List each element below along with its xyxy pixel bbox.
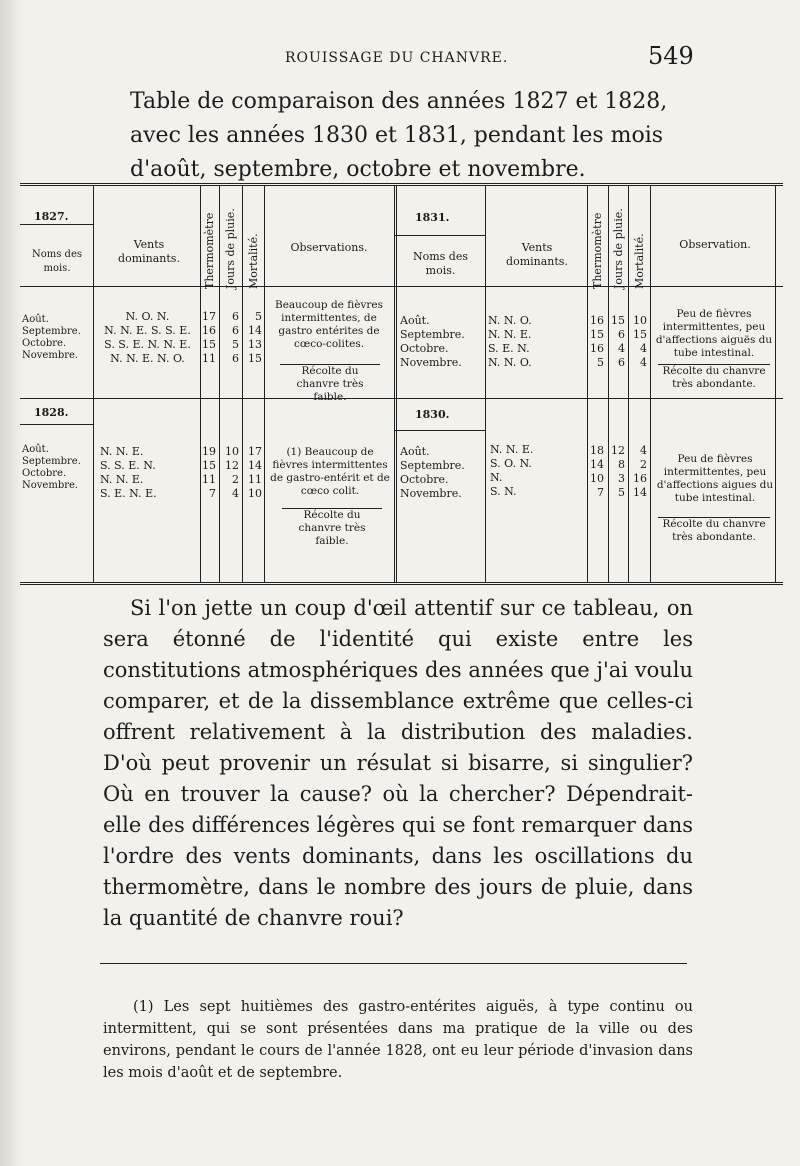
- mort-value: 14: [248, 324, 262, 337]
- col-divider: [200, 186, 201, 582]
- header-noms: Noms des mois.: [31, 249, 82, 274]
- pluie-value: 15: [611, 314, 625, 327]
- mort-value: 4: [640, 342, 647, 355]
- vent: N. N. E.: [100, 445, 144, 458]
- months-1830: [400, 445, 465, 501]
- month: Novembre.: [22, 480, 79, 491]
- col-divider: [775, 186, 776, 582]
- pluie-value: 6: [618, 328, 625, 341]
- thermo-value: 19: [202, 445, 216, 458]
- header-pluie-right: Jours de pluie.: [612, 208, 625, 289]
- month: Novembre.: [400, 356, 462, 369]
- vent: N. N. E.: [490, 443, 534, 456]
- thermo-value: 11: [202, 473, 216, 486]
- header-noms-right: Noms des mois.: [412, 250, 469, 277]
- thermo-1827: [201, 310, 216, 366]
- vents-1827: [96, 310, 199, 366]
- month: Octobre.: [22, 338, 67, 349]
- col-divider: [264, 186, 265, 582]
- thermo-value: 16: [590, 314, 604, 327]
- pluie-1828: [221, 445, 239, 501]
- month: Août.: [400, 445, 430, 458]
- header-rule: [20, 286, 783, 287]
- months-1831: [400, 314, 465, 370]
- thermo-value: 15: [202, 338, 216, 351]
- vent: N. N. E.: [488, 328, 532, 341]
- vent: S. N.: [490, 485, 517, 498]
- month: Septembre.: [400, 459, 465, 472]
- year-1830: 1830.: [415, 408, 450, 421]
- month: Septembre.: [22, 326, 81, 337]
- pluie-value: 6: [232, 324, 239, 337]
- thermo-value: 15: [202, 459, 216, 472]
- vent: S. E. N.: [488, 342, 530, 355]
- year-rule: [20, 424, 93, 425]
- mort-value: 17: [248, 445, 262, 458]
- year-1828: 1828.: [34, 406, 69, 419]
- page-edge: [0, 0, 22, 1166]
- thermo-value: 7: [209, 487, 216, 500]
- header-vents: Vents dominants.: [118, 238, 180, 265]
- col-divider: [242, 186, 243, 582]
- pluie-value: 6: [232, 310, 239, 323]
- thermo-1830: [588, 444, 604, 500]
- vent: S. E. N. E.: [100, 487, 157, 500]
- mort-value: 2: [640, 458, 647, 471]
- month: Septembre.: [22, 456, 81, 467]
- vent: N. N. O.: [488, 356, 532, 369]
- mort-1827: [244, 310, 262, 366]
- month: Novembre.: [22, 350, 79, 361]
- obs2-1831: Récolte du chanvre très abondante.: [658, 364, 770, 391]
- thermo-value: 14: [590, 458, 604, 471]
- center-divider: [394, 186, 397, 582]
- header-thermo: Thermomètre: [203, 212, 216, 289]
- pluie-1827: [221, 310, 239, 366]
- mort-value: 10: [248, 487, 262, 500]
- header-observations: Observations.: [290, 241, 368, 254]
- month: Août.: [22, 444, 49, 455]
- header-mortalite-right: Mortalité.: [633, 233, 646, 289]
- month: Août.: [22, 314, 49, 325]
- vents-1831: [488, 314, 532, 370]
- col-divider: [650, 186, 651, 582]
- mort-value: 13: [248, 338, 262, 351]
- thermo-1831: [588, 314, 604, 370]
- mort-value: 15: [248, 352, 262, 365]
- thermo-value: 17: [202, 310, 216, 323]
- vents-1828: [100, 445, 157, 501]
- obs-1827: Beaucoup de fièvres intermittentes, de gastro entérites de cœco-colites.: [274, 299, 384, 350]
- pluie-value: 4: [232, 487, 239, 500]
- vent: N. N. O.: [488, 314, 532, 327]
- footnote-rule: [100, 963, 687, 964]
- vent: N.: [490, 471, 503, 484]
- month: Novembre.: [400, 487, 462, 500]
- obs-1828: (1) Beaucoup de fièvres intermittentes de gastro-entérit et de cœco colit.: [270, 446, 390, 497]
- vent: N. N. E. N. O.: [110, 352, 185, 365]
- vent: S. S. E. N.: [100, 459, 156, 472]
- thermo-value: 10: [590, 472, 604, 485]
- obs-1830: Peu de fièvres intermittentes, peu d'affections aigues du tube intestinal.: [656, 453, 774, 504]
- mort-1830: [630, 444, 647, 500]
- thermo-1828: [201, 445, 216, 501]
- thermo-value: 5: [597, 356, 604, 369]
- vent: N. O. N.: [125, 310, 170, 323]
- year-rule: [394, 235, 485, 236]
- mort-value: 15: [633, 328, 647, 341]
- table-caption: [130, 85, 700, 187]
- pluie-value: 12: [225, 459, 239, 472]
- month: Octobre.: [22, 468, 67, 479]
- mort-value: 4: [640, 444, 647, 457]
- vent: S. O. N.: [490, 457, 532, 470]
- vents-1830: [490, 443, 533, 499]
- mort-1828: [244, 445, 262, 501]
- pluie-value: 5: [232, 338, 239, 351]
- mort-value: 11: [248, 473, 262, 486]
- pluie-value: 3: [618, 472, 625, 485]
- thermo-value: 16: [202, 324, 216, 337]
- obs2-1827: Récolte du chanvre très faible.: [280, 364, 380, 404]
- mort-value: 4: [640, 356, 647, 369]
- obs2-1828: Récolte du chanvre très faible.: [282, 508, 382, 548]
- mort-value: 10: [633, 314, 647, 327]
- footnote: [103, 996, 693, 1084]
- vent: S. S. E. N. N. E.: [104, 338, 191, 351]
- mort-value: 16: [633, 472, 647, 485]
- comparison-table: [20, 183, 783, 585]
- section-rule: [20, 398, 783, 399]
- months-1827: [22, 314, 81, 362]
- pluie-value: 2: [232, 473, 239, 486]
- header-pluie: Jours de pluie.: [224, 208, 237, 289]
- intro-text: Table de comparaison des années 1827 et 1828, avec les années 1830 et 1831, pendant les mois d'août, septembre, octobre et novembre.: [130, 89, 668, 182]
- col-divider: [628, 186, 629, 582]
- obs2-1830: Récolte du chanvre très abondante.: [658, 517, 770, 544]
- header-thermo-right: Thermomètre: [591, 212, 604, 289]
- vent: N. N. E. S. S. E.: [104, 324, 191, 337]
- col-divider: [587, 186, 588, 582]
- mort-value: 14: [248, 459, 262, 472]
- mort-1831: [630, 314, 647, 370]
- months-1828: [22, 444, 81, 492]
- year-1831: 1831.: [415, 211, 450, 224]
- running-head: ROUISSAGE DU CHANVRE.: [285, 50, 509, 66]
- month: Octobre.: [400, 342, 449, 355]
- col-divider: [608, 186, 609, 582]
- thermo-value: 16: [590, 342, 604, 355]
- year-1827: 1827.: [34, 210, 69, 223]
- thermo-value: 7: [597, 486, 604, 499]
- body-paragraph: [103, 593, 693, 934]
- col-divider: [93, 186, 94, 582]
- pluie-value: 4: [618, 342, 625, 355]
- page-number: 549: [648, 42, 694, 70]
- thermo-value: 11: [202, 352, 216, 365]
- pluie-value: 10: [225, 445, 239, 458]
- mort-value: 14: [633, 486, 647, 499]
- body-text: Si l'on jette un coup d'œil attentif sur ce tableau, on sera étonné de l'identité qui existe entre les constitutions atmosphériques des années que j'ai voulu comparer, et de la dissemblance extrême que celles-ci offrent relativement à la distribution des maladies. D'où peut provenir un résulat si bisarre, si singulier? Où en trouver la cause? où la chercher? Dépendrait-elle des différences légères qui se font remarquer dans l'ordre des vents dominants, dans les oscillations du thermomètre, dans le nombre des jours de pluie, dans la quantité de chanvre roui?: [103, 596, 693, 930]
- year-rule: [394, 430, 485, 431]
- month: Septembre.: [400, 328, 465, 341]
- footnote-text: (1) Les sept huitièmes des gastro-entérites aiguës, à type continu ou intermittent, qui se sont présentées dans ma pratique de la ville ou des environs, pendant le cours de l'année 1828, ont eu leur période d'invasion dans les mois d'août et de septembre.: [103, 999, 693, 1081]
- pluie-value: 12: [611, 444, 625, 457]
- month: Octobre.: [400, 473, 449, 486]
- page-header: [0, 42, 800, 82]
- col-divider: [219, 186, 220, 582]
- year-rule: [20, 224, 93, 225]
- mort-value: 5: [255, 310, 262, 323]
- obs-1831: Peu de fièvres intermittentes, peu d'affections aiguës du tube intestinal.: [655, 308, 773, 359]
- header-observation: Observation.: [679, 238, 751, 251]
- col-divider: [485, 186, 486, 582]
- pluie-value: 5: [618, 486, 625, 499]
- pluie-value: 6: [232, 352, 239, 365]
- month: Août.: [400, 314, 430, 327]
- pluie-value: 8: [618, 458, 625, 471]
- pluie-1830: [609, 444, 625, 500]
- thermo-value: 15: [590, 328, 604, 341]
- pluie-1831: [609, 314, 625, 370]
- header-mortalite: Mortalité.: [247, 233, 260, 289]
- pluie-value: 6: [618, 356, 625, 369]
- header-vents-right: Vents dominants.: [506, 241, 568, 268]
- vent: N. N. E.: [100, 473, 144, 486]
- thermo-value: 18: [590, 444, 604, 457]
